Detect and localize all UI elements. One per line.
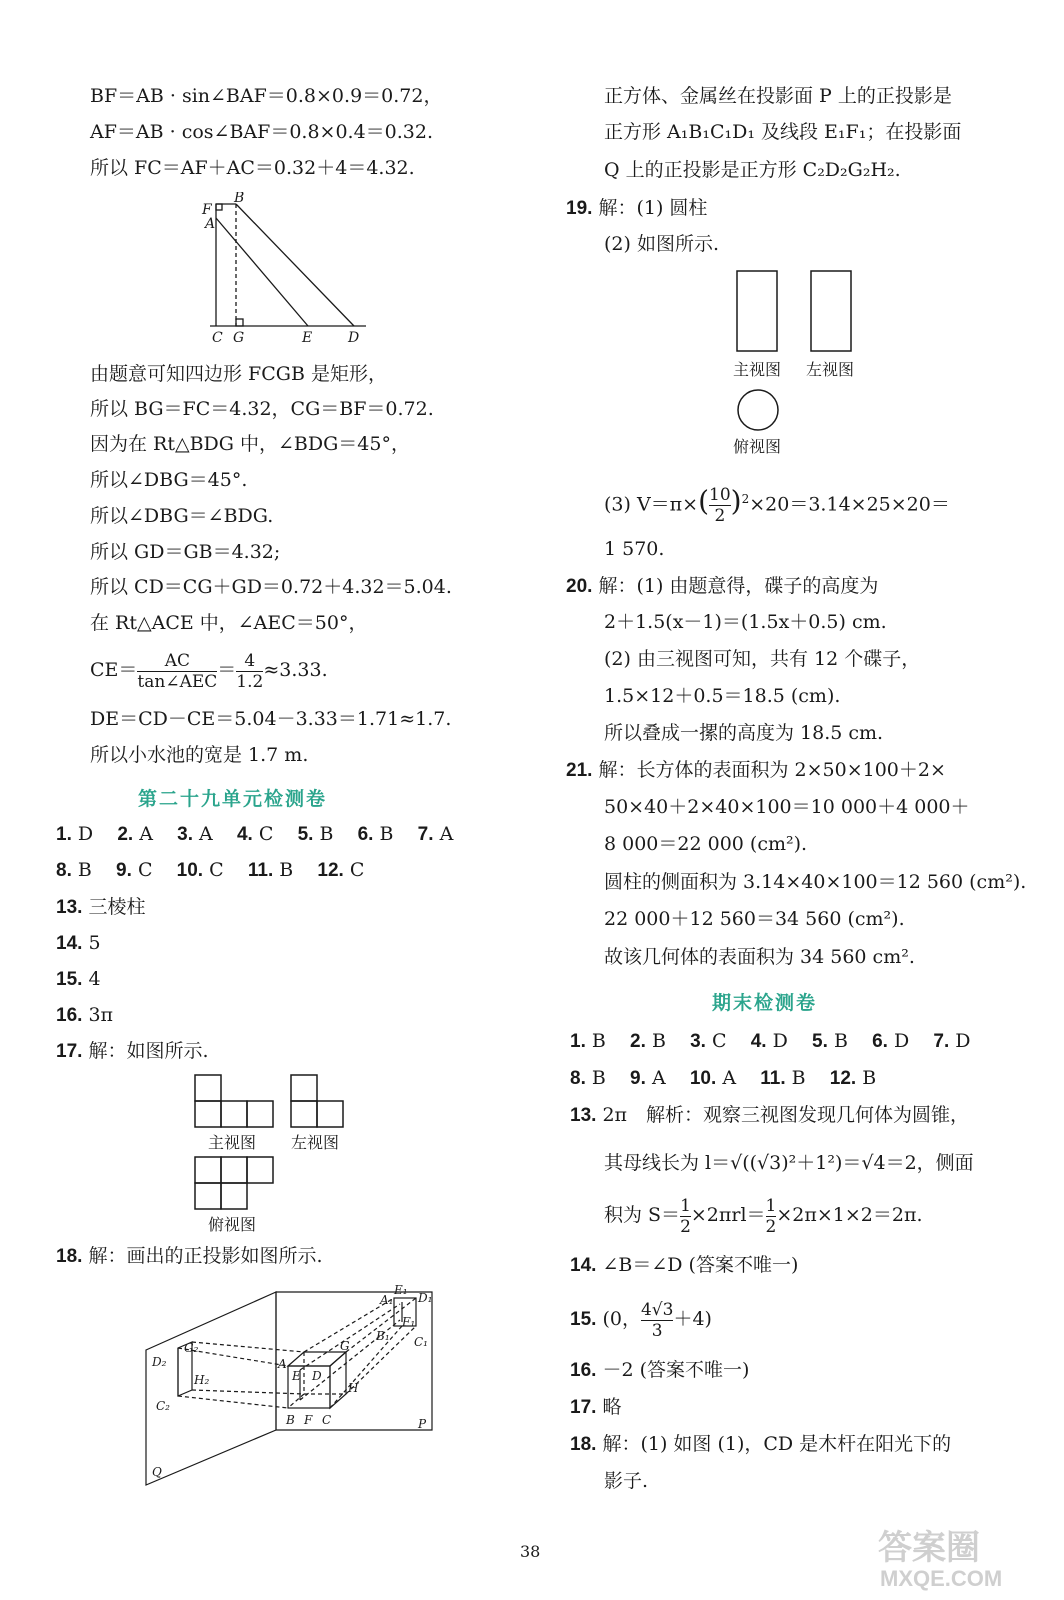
q13-frac-2 — [766, 1196, 777, 1237]
q-text: 解：(1) 如图 (1)，CD 是木杆在阳光下的 — [602, 1433, 952, 1455]
ce-num2: 4 — [244, 650, 256, 671]
label-D2: D₂ — [152, 1355, 167, 1369]
final-q14 — [570, 1253, 798, 1278]
mc-num: 5. — [812, 1031, 828, 1052]
q21-line-3: 圆柱的侧面积为 3.14×40×100＝12 560 (cm²). — [604, 871, 1027, 893]
right-line-3: Q 上的正投影是正方形 C₂D₂G₂H₂. — [604, 159, 901, 181]
q19-left-view — [810, 270, 854, 354]
mc-num: 4. — [236, 824, 253, 845]
mc-num: 7. — [933, 1031, 950, 1052]
mc-ans: A — [439, 823, 454, 845]
mc-ans: D — [955, 1030, 971, 1052]
q13-mid: ×2πrl＝ — [690, 1204, 766, 1226]
q19-caption-left: 左视图 — [806, 360, 855, 379]
mc-ans: B — [862, 1067, 877, 1089]
mc-num: 8. — [56, 860, 72, 881]
q-text: 略 — [602, 1396, 622, 1418]
mc-ans: A — [199, 823, 213, 845]
ce-fraction-1 — [137, 651, 217, 692]
left-line-6: 因为在 Rt△BDG 中，∠BDG＝45°， — [90, 433, 410, 455]
projection-figure — [140, 1280, 440, 1490]
mc-ans: A — [651, 1067, 666, 1089]
q21-line-5: 故该几何体的表面积为 34 560 cm². — [604, 946, 915, 968]
q15-left — [56, 967, 101, 992]
q19-3-den: 2 — [709, 505, 731, 526]
q13-frac-1 — [680, 1196, 691, 1237]
final-mc-row-2 — [570, 1066, 876, 1091]
q-text: 解：(1) 圆柱 — [598, 197, 708, 219]
label-E1: E₁ — [394, 1283, 408, 1297]
mc-num: 6. — [357, 824, 374, 845]
label-E: E — [302, 330, 313, 346]
mc-num: 11. — [760, 1068, 786, 1089]
q21-line-2: 8 000＝22 000 (cm²). — [604, 833, 808, 855]
mc-num: 2. — [630, 1031, 646, 1052]
mc-num: 3. — [690, 1031, 706, 1052]
mc-ans: D — [772, 1030, 788, 1052]
q-text: 4 — [88, 968, 101, 990]
left-line-9: 所以 GD＝GB＝4.32; — [90, 541, 281, 563]
mc-answers-row-2 — [56, 858, 364, 883]
q19-part3: (3) V＝π×( $\frac{10}{2}$ )$^2$×20＝3.14×25×20＝ — [604, 484, 950, 526]
q19-part3b: 1 570. — [604, 538, 665, 560]
label-H2: H₂ — [194, 1373, 210, 1387]
q16-left — [56, 1003, 113, 1028]
q-num: 16. — [570, 1360, 597, 1381]
q-num: 16. — [56, 1005, 83, 1026]
final-q15 — [570, 1296, 712, 1343]
ce-den2: 1.2 — [236, 671, 264, 692]
mc-num: 7. — [417, 824, 434, 845]
q18-left — [56, 1244, 323, 1269]
mc-num: 12. — [829, 1068, 857, 1089]
label-G2: G₂ — [184, 1341, 199, 1355]
final-q18-line-2: 影子. — [604, 1470, 649, 1492]
q-text: 三棱柱 — [88, 896, 146, 918]
ce-formula — [90, 647, 328, 693]
q-num: 18. — [56, 1246, 83, 1267]
q17-front-view — [194, 1074, 276, 1130]
label-C1: C₁ — [414, 1335, 428, 1349]
mc-ans: C — [712, 1030, 727, 1052]
q19-3-post: ×20＝3.14×25×20＝ — [749, 493, 950, 516]
q-num: 17. — [570, 1397, 597, 1418]
q19 — [566, 196, 707, 221]
left-line-7: 所以∠DBG＝45°. — [90, 469, 248, 491]
ce-fraction-2 — [236, 651, 263, 692]
label-C: C — [212, 330, 223, 346]
mc-ans: B — [651, 1030, 666, 1052]
final-q16 — [570, 1358, 749, 1383]
final-q13 — [570, 1103, 969, 1128]
mc-ans: B — [77, 859, 92, 881]
label-P: P — [418, 1417, 427, 1431]
q-text: 3π — [88, 1004, 114, 1026]
q-text: 解：如图所示. — [88, 1040, 209, 1062]
q21-line-1: 50×40＋2×40×100＝10 000＋4 000＋ — [604, 796, 970, 818]
right-line-2: 正方形 A₁B₁C₁D₁ 及线段 E₁F₁；在投影面 — [604, 121, 962, 143]
q-text: 5 — [88, 932, 101, 954]
q-text: 解：(1) 由题意得，碟子的高度为 — [598, 575, 879, 597]
ce-den1: tan∠AEC — [137, 671, 218, 692]
label-G: G — [340, 1339, 350, 1353]
mc-ans: B — [379, 823, 394, 845]
q13-left — [56, 895, 145, 920]
mc-num: 9. — [116, 860, 132, 881]
mc-ans: C — [209, 859, 224, 881]
q17-top-view — [194, 1156, 276, 1212]
q17-left — [56, 1039, 209, 1064]
final-mc-row-1 — [570, 1029, 971, 1054]
q-num: 17. — [56, 1041, 83, 1062]
q13-pre: 积为 S＝ — [604, 1204, 681, 1226]
q-num: 20. — [566, 576, 593, 597]
mc-num: 1. — [570, 1031, 586, 1052]
page-number: 38 — [520, 1542, 541, 1561]
left-line-8: 所以∠DBG＝∠BDG. — [90, 505, 274, 527]
q21-line-4: 22 000＋12 560＝34 560 (cm²). — [604, 908, 905, 930]
mc-ans: B — [791, 1067, 806, 1089]
label-A: A — [205, 216, 216, 232]
left-line-10: 所以 CD＝CG＋GD＝0.72＋4.32＝5.04. — [90, 576, 452, 598]
q17-caption-top: 俯视图 — [208, 1215, 257, 1234]
label-C2: C₂ — [156, 1399, 170, 1413]
q13-f2d: 2 — [765, 1216, 777, 1237]
final-exam-header: 期末检测卷 — [712, 992, 818, 1014]
q19-3-num: 10 — [709, 484, 731, 505]
mc-num: 8. — [570, 1068, 586, 1089]
q19-caption-front: 主视图 — [733, 360, 782, 379]
q20-line-2: (2) 由三视图可知，共有 12 个碟子， — [604, 648, 921, 670]
label-A: A — [278, 1357, 287, 1371]
label-A1: A₁ — [380, 1293, 394, 1307]
right-line-1: 正方体、金属丝在投影面 P 上的正投影是 — [604, 85, 952, 107]
left-line-11: 在 Rt△ACE 中，∠AEC＝50°， — [90, 612, 368, 634]
mc-num: 2. — [117, 824, 134, 845]
q19-3-pre: (3) V＝π× — [604, 493, 699, 516]
mc-num: 10. — [689, 1068, 717, 1089]
q-text: 2π 解析：观察三视图发现几何体为圆锥， — [602, 1104, 970, 1126]
label-E: E — [292, 1369, 301, 1383]
final-q13-line-3 — [604, 1192, 923, 1238]
ce-tail: ≈3.33. — [263, 659, 328, 681]
q-num: 21. — [566, 760, 593, 781]
left-line-4: 由题意可知四边形 FCGB 是矩形， — [90, 363, 387, 385]
mc-answers-row-1 — [56, 822, 453, 847]
mc-ans: A — [722, 1067, 737, 1089]
label-D1: D₁ — [418, 1291, 433, 1305]
mc-ans: C — [349, 859, 365, 881]
watermark-top: 答案圈 — [878, 1529, 980, 1567]
ce-eq: ＝ — [217, 659, 237, 681]
mc-num: 4. — [750, 1031, 767, 1052]
unit-29-header: 第二十九单元检测卷 — [138, 788, 328, 810]
q19-caption-top: 俯视图 — [733, 437, 782, 456]
ce-lhs: CE＝ — [90, 659, 138, 681]
q20-line-1: 2＋1.5(x－1)＝(1.5x＋0.5) cm. — [604, 611, 887, 633]
q-num: 15. — [570, 1309, 597, 1330]
q-text: －2 (答案不唯一) — [602, 1359, 750, 1381]
label-D: D — [348, 330, 360, 346]
right-triangle-figure — [196, 192, 376, 348]
final-q13-line-2: 其母线长为 l＝√((√3)²＋1²)＝√4＝2，侧面 — [604, 1152, 974, 1174]
mc-num: 3. — [177, 824, 193, 845]
q-num: 14. — [56, 933, 83, 954]
left-line-13: 所以小水池的宽是 1.7 m. — [90, 744, 309, 766]
q-num: 13. — [56, 897, 83, 918]
mc-ans: C — [258, 823, 274, 845]
mc-ans: D — [77, 823, 94, 845]
q19-part2: (2) 如图所示. — [604, 233, 719, 255]
q-num: 15. — [56, 969, 83, 990]
mc-num: 5. — [297, 824, 314, 845]
label-H: H — [348, 1381, 359, 1395]
mc-ans: B — [319, 823, 334, 845]
mc-num: 6. — [872, 1031, 888, 1052]
q-text: 解：长方体的表面积为 2×50×100＋2× — [598, 759, 946, 781]
q14-left — [56, 931, 101, 956]
mc-num: 9. — [630, 1068, 646, 1089]
q17-caption-left: 左视图 — [291, 1133, 340, 1152]
q-text: 解：画出的正投影如图所示. — [88, 1245, 323, 1267]
q19-3-fraction — [709, 485, 731, 526]
q-num: 14. — [570, 1255, 597, 1276]
q-num: 18. — [570, 1434, 597, 1455]
label-Q: Q — [152, 1465, 162, 1479]
watermark-bottom: MXQE.COM — [880, 1566, 1003, 1591]
mc-ans: B — [591, 1030, 606, 1052]
label-F: F — [202, 202, 212, 218]
q15-frac — [641, 1300, 673, 1341]
label-B1: B₁ — [376, 1329, 390, 1343]
label-F: F — [304, 1413, 313, 1427]
label-B: B — [286, 1413, 295, 1427]
q13-f1n: 1 — [680, 1195, 691, 1216]
q17-caption-front: 主视图 — [208, 1133, 257, 1152]
ce-num1: AC — [164, 650, 190, 671]
q13-f2n: 1 — [765, 1195, 777, 1216]
q20-line-4: 所以叠成一摞的高度为 18.5 cm. — [604, 722, 884, 744]
q13-f1d: 2 — [680, 1216, 691, 1237]
left-line-1: BF＝AB · sin∠BAF＝0.8×0.9＝0.72， — [90, 85, 443, 107]
q21 — [566, 758, 946, 783]
q15-den: 3 — [641, 1320, 673, 1341]
left-line-2: AF＝AB · cos∠BAF＝0.8×0.4＝0.32. — [90, 121, 434, 143]
final-q18 — [570, 1432, 951, 1457]
left-line-12: DE＝CD－CE＝5.04－3.33＝1.71≈1.7. — [90, 708, 452, 730]
mc-ans: B — [833, 1030, 848, 1052]
q15-pre: (0， — [602, 1308, 641, 1330]
label-B: B — [234, 192, 245, 206]
left-line-5: 所以 BG＝FC＝4.32，CG＝BF＝0.72. — [90, 398, 434, 420]
final-q17 — [570, 1395, 621, 1420]
q19-front-view — [736, 270, 780, 354]
q15-num: 4√3 — [640, 1299, 674, 1320]
mc-ans: A — [139, 823, 153, 845]
mc-ans: B — [279, 859, 294, 881]
q19-top-view — [736, 388, 782, 434]
left-line-3: 所以 FC＝AF＋AC＝0.32＋4＝4.32. — [90, 157, 415, 179]
q13-post: ×2π×1×2＝2π. — [776, 1204, 923, 1226]
mc-ans: B — [591, 1067, 606, 1089]
label-C: C — [322, 1413, 332, 1427]
q-num: 19. — [566, 198, 593, 219]
q17-left-view — [290, 1074, 346, 1130]
label-D: D — [312, 1369, 322, 1383]
label-F1: F₁ — [402, 1315, 416, 1329]
mc-num: 12. — [317, 860, 344, 881]
q15-post: ＋4) — [673, 1308, 712, 1330]
mc-num: 1. — [56, 824, 72, 845]
mc-ans: D — [893, 1030, 910, 1052]
q20-line-3: 1.5×12＋0.5＝18.5 (cm). — [604, 685, 841, 707]
mc-num: 10. — [176, 860, 204, 881]
mc-ans: C — [137, 859, 153, 881]
q20 — [566, 574, 878, 599]
q-num: 13. — [570, 1105, 597, 1126]
label-G: G — [233, 330, 245, 346]
mc-num: 11. — [247, 860, 274, 881]
q-text: ∠B＝∠D (答案不唯一) — [602, 1254, 799, 1276]
